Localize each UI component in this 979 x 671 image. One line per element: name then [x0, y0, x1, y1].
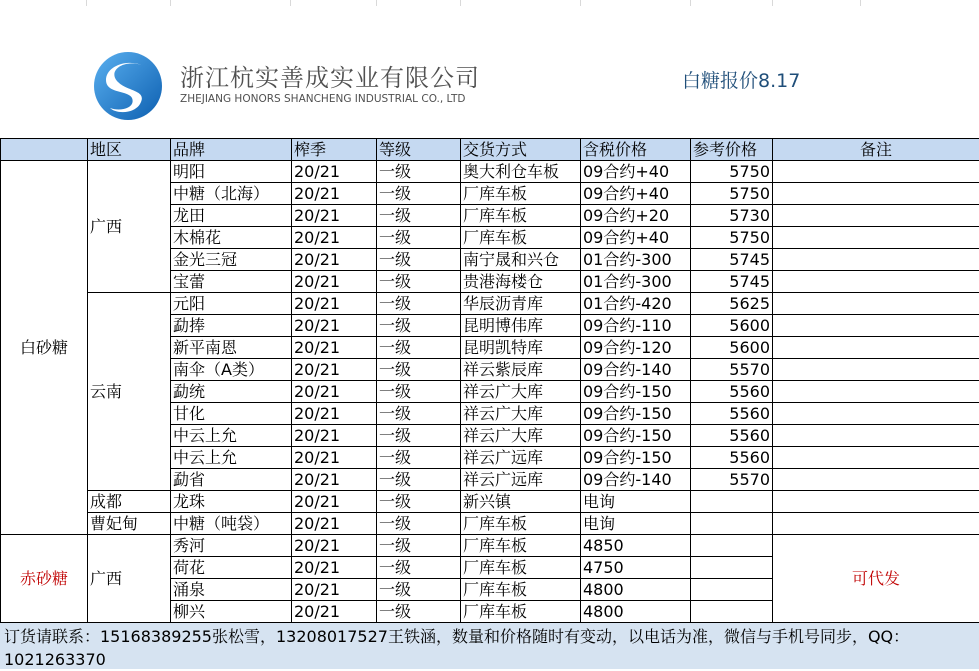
- grade-cell: 一级: [377, 469, 461, 491]
- note-cell: [773, 381, 979, 403]
- ref-price-cell: [691, 557, 773, 579]
- tax-price-cell: 4800: [581, 601, 691, 623]
- ref-price-cell: 5600: [691, 315, 773, 337]
- ref-price-cell: [691, 579, 773, 601]
- ref-price-cell: 5600: [691, 337, 773, 359]
- note-cell: [773, 161, 979, 183]
- tax-price-cell: 09合约+40: [581, 161, 691, 183]
- note-cell: [773, 315, 979, 337]
- grade-cell: 一级: [377, 271, 461, 293]
- tax-price-cell: 09合约-150: [581, 447, 691, 469]
- season-cell: 20/21: [292, 293, 377, 315]
- grade-cell: 一级: [377, 315, 461, 337]
- note-cell: [773, 183, 979, 205]
- header-brand: 品牌: [171, 139, 292, 161]
- note-cell: [773, 337, 979, 359]
- season-cell: 20/21: [292, 403, 377, 425]
- delivery-cell: 祥云广大库: [461, 425, 581, 447]
- grade-cell: 一级: [377, 337, 461, 359]
- category-brown-sugar: 赤砂糖: [1, 535, 88, 623]
- delivery-cell: 厂库车板: [461, 535, 581, 557]
- grade-cell: 一级: [377, 249, 461, 271]
- grade-cell: 一级: [377, 359, 461, 381]
- brand-cell: 勐统: [171, 381, 292, 403]
- ref-price-cell: [691, 535, 773, 557]
- tax-price-cell: 电询: [581, 513, 691, 535]
- note-cell: [773, 447, 979, 469]
- note-dropship: 可代发: [773, 535, 979, 623]
- ref-price-cell: 5750: [691, 183, 773, 205]
- season-cell: 20/21: [292, 183, 377, 205]
- delivery-cell: 华辰沥青库: [461, 293, 581, 315]
- ref-price-cell: [691, 491, 773, 513]
- table-row: [1, 161, 979, 183]
- ref-price-cell: 5750: [691, 161, 773, 183]
- tax-price-cell: 4850: [581, 535, 691, 557]
- brand-cell: 中糖（北海）: [171, 183, 292, 205]
- brand-cell: 勐捧: [171, 315, 292, 337]
- company-name-cn: 浙江杭实善成实业有限公司: [180, 58, 480, 93]
- note-cell: [773, 469, 979, 491]
- grade-cell: 一级: [377, 579, 461, 601]
- note-cell: [773, 491, 979, 513]
- brand-cell: 龙田: [171, 205, 292, 227]
- tax-price-cell: 01合约-300: [581, 271, 691, 293]
- region-guangxi: 广西: [88, 161, 171, 293]
- season-cell: 20/21: [292, 579, 377, 601]
- delivery-cell: 厂库车板: [461, 227, 581, 249]
- grade-cell: 一级: [377, 557, 461, 579]
- delivery-cell: 南宁晟和兴仓: [461, 249, 581, 271]
- ref-price-cell: 5745: [691, 271, 773, 293]
- grade-cell: 一级: [377, 601, 461, 623]
- header-delivery: 交货方式: [461, 139, 581, 161]
- delivery-cell: 祥云广远库: [461, 469, 581, 491]
- tax-price-cell: 09合约-140: [581, 469, 691, 491]
- delivery-cell: 昆明凯特库: [461, 337, 581, 359]
- header-category: [1, 139, 88, 161]
- report-title: 白糖报价8.17: [682, 66, 800, 93]
- grade-cell: 一级: [377, 293, 461, 315]
- delivery-cell: 厂库车板: [461, 513, 581, 535]
- brand-cell: 宝蕾: [171, 271, 292, 293]
- season-cell: 20/21: [292, 359, 377, 381]
- delivery-cell: 昆明博伟库: [461, 315, 581, 337]
- note-cell: [773, 513, 979, 535]
- ref-price-cell: 5750: [691, 227, 773, 249]
- table-row: [1, 513, 979, 535]
- season-cell: 20/21: [292, 227, 377, 249]
- brand-cell: 荷花: [171, 557, 292, 579]
- grade-cell: 一级: [377, 403, 461, 425]
- tax-price-cell: 09合约-120: [581, 337, 691, 359]
- company-name-en: ZHEJIANG HONORS SHANCHENG INDUSTRIAL CO., LTD: [180, 93, 465, 105]
- ref-price-cell: 5730: [691, 205, 773, 227]
- tax-price-cell: 09合约-110: [581, 315, 691, 337]
- note-cell: [773, 293, 979, 315]
- season-cell: 20/21: [292, 535, 377, 557]
- brand-cell: 勐省: [171, 469, 292, 491]
- region-caofeidian: 曹妃甸: [88, 513, 171, 535]
- brand-cell: 中云上允: [171, 447, 292, 469]
- category-white-sugar: 白砂糖: [1, 161, 88, 535]
- brand-cell: 龙珠: [171, 491, 292, 513]
- grade-cell: 一级: [377, 205, 461, 227]
- brand-cell: 中糖（吨袋）: [171, 513, 292, 535]
- grade-cell: 一级: [377, 535, 461, 557]
- ref-price-cell: 5570: [691, 359, 773, 381]
- note-cell: [773, 227, 979, 249]
- tax-price-cell: 4750: [581, 557, 691, 579]
- region-guangxi-brown: 广西: [88, 535, 171, 623]
- note-cell: [773, 359, 979, 381]
- ref-price-cell: [691, 601, 773, 623]
- header-region: 地区: [88, 139, 171, 161]
- delivery-cell: 新兴镇: [461, 491, 581, 513]
- company-logo-icon: [92, 50, 164, 122]
- table-row: [1, 293, 979, 315]
- table-row: [1, 491, 979, 513]
- delivery-cell: 祥云广大库: [461, 403, 581, 425]
- season-cell: 20/21: [292, 447, 377, 469]
- letterhead: [0, 6, 979, 138]
- ref-price-cell: 5560: [691, 403, 773, 425]
- season-cell: 20/21: [292, 161, 377, 183]
- brand-cell: 南伞（A类）: [171, 359, 292, 381]
- grade-cell: 一级: [377, 513, 461, 535]
- brand-cell: 甘化: [171, 403, 292, 425]
- delivery-cell: 厂库车板: [461, 183, 581, 205]
- price-table: [0, 138, 979, 623]
- tax-price-cell: 09合约+40: [581, 227, 691, 249]
- delivery-cell: 厂库车板: [461, 205, 581, 227]
- delivery-cell: 祥云紫辰库: [461, 359, 581, 381]
- tax-price-cell: 电询: [581, 491, 691, 513]
- season-cell: 20/21: [292, 205, 377, 227]
- season-cell: 20/21: [292, 249, 377, 271]
- brand-cell: 新平南恩: [171, 337, 292, 359]
- season-cell: 20/21: [292, 381, 377, 403]
- grade-cell: 一级: [377, 381, 461, 403]
- ref-price-cell: 5625: [691, 293, 773, 315]
- header-season: 榨季: [292, 139, 377, 161]
- brand-cell: 元阳: [171, 293, 292, 315]
- delivery-cell: 厂库车板: [461, 579, 581, 601]
- delivery-cell: 祥云广大库: [461, 381, 581, 403]
- grade-cell: 一级: [377, 447, 461, 469]
- season-cell: 20/21: [292, 491, 377, 513]
- tax-price-cell: 09合约-140: [581, 359, 691, 381]
- header-ref-price: 参考价格: [691, 139, 773, 161]
- delivery-cell: 厂库车板: [461, 557, 581, 579]
- tax-price-cell: 09合约+20: [581, 205, 691, 227]
- delivery-cell: 奥大利仓车板: [461, 161, 581, 183]
- season-cell: 20/21: [292, 271, 377, 293]
- season-cell: 20/21: [292, 469, 377, 491]
- season-cell: 20/21: [292, 425, 377, 447]
- tax-price-cell: 09合约+40: [581, 183, 691, 205]
- header-tax-price: 含税价格: [581, 139, 691, 161]
- season-cell: 20/21: [292, 337, 377, 359]
- season-cell: 20/21: [292, 601, 377, 623]
- brand-cell: 柳兴: [171, 601, 292, 623]
- grade-cell: 一级: [377, 491, 461, 513]
- brand-cell: 金光三冠: [171, 249, 292, 271]
- note-cell: [773, 271, 979, 293]
- tax-price-cell: 09合约-150: [581, 403, 691, 425]
- grade-cell: 一级: [377, 161, 461, 183]
- ref-price-cell: 5570: [691, 469, 773, 491]
- note-cell: [773, 205, 979, 227]
- delivery-cell: 祥云广远库: [461, 447, 581, 469]
- header-grade: 等级: [377, 139, 461, 161]
- note-cell: [773, 249, 979, 271]
- ref-price-cell: 5560: [691, 447, 773, 469]
- grade-cell: 一级: [377, 183, 461, 205]
- brand-cell: 秀河: [171, 535, 292, 557]
- delivery-cell: 贵港海楼仓: [461, 271, 581, 293]
- header-note: 备注: [773, 139, 979, 161]
- region-chengdu: 成都: [88, 491, 171, 513]
- brand-cell: 明阳: [171, 161, 292, 183]
- table-row: [1, 535, 979, 557]
- delivery-cell: 厂库车板: [461, 601, 581, 623]
- tax-price-cell: 01合约-300: [581, 249, 691, 271]
- table-header-row: [1, 139, 979, 161]
- contact-footer: 订货请联系：15168389255张松雪，13208017527王铁涵，数量和价格随时有变动，以电话为准，微信与手机号同步，QQ：1021263370: [0, 622, 979, 669]
- grade-cell: 一级: [377, 227, 461, 249]
- note-cell: [773, 425, 979, 447]
- ref-price-cell: [691, 513, 773, 535]
- tax-price-cell: 09合约-150: [581, 381, 691, 403]
- ref-price-cell: 5560: [691, 425, 773, 447]
- tax-price-cell: 09合约-150: [581, 425, 691, 447]
- region-yunnan: 云南: [88, 293, 171, 491]
- tax-price-cell: 01合约-420: [581, 293, 691, 315]
- note-cell: [773, 403, 979, 425]
- brand-cell: 涌泉: [171, 579, 292, 601]
- season-cell: 20/21: [292, 315, 377, 337]
- brand-cell: 木棉花: [171, 227, 292, 249]
- tax-price-cell: 4800: [581, 579, 691, 601]
- brand-cell: 中云上允: [171, 425, 292, 447]
- ref-price-cell: 5560: [691, 381, 773, 403]
- ref-price-cell: 5745: [691, 249, 773, 271]
- grade-cell: 一级: [377, 425, 461, 447]
- season-cell: 20/21: [292, 513, 377, 535]
- season-cell: 20/21: [292, 557, 377, 579]
